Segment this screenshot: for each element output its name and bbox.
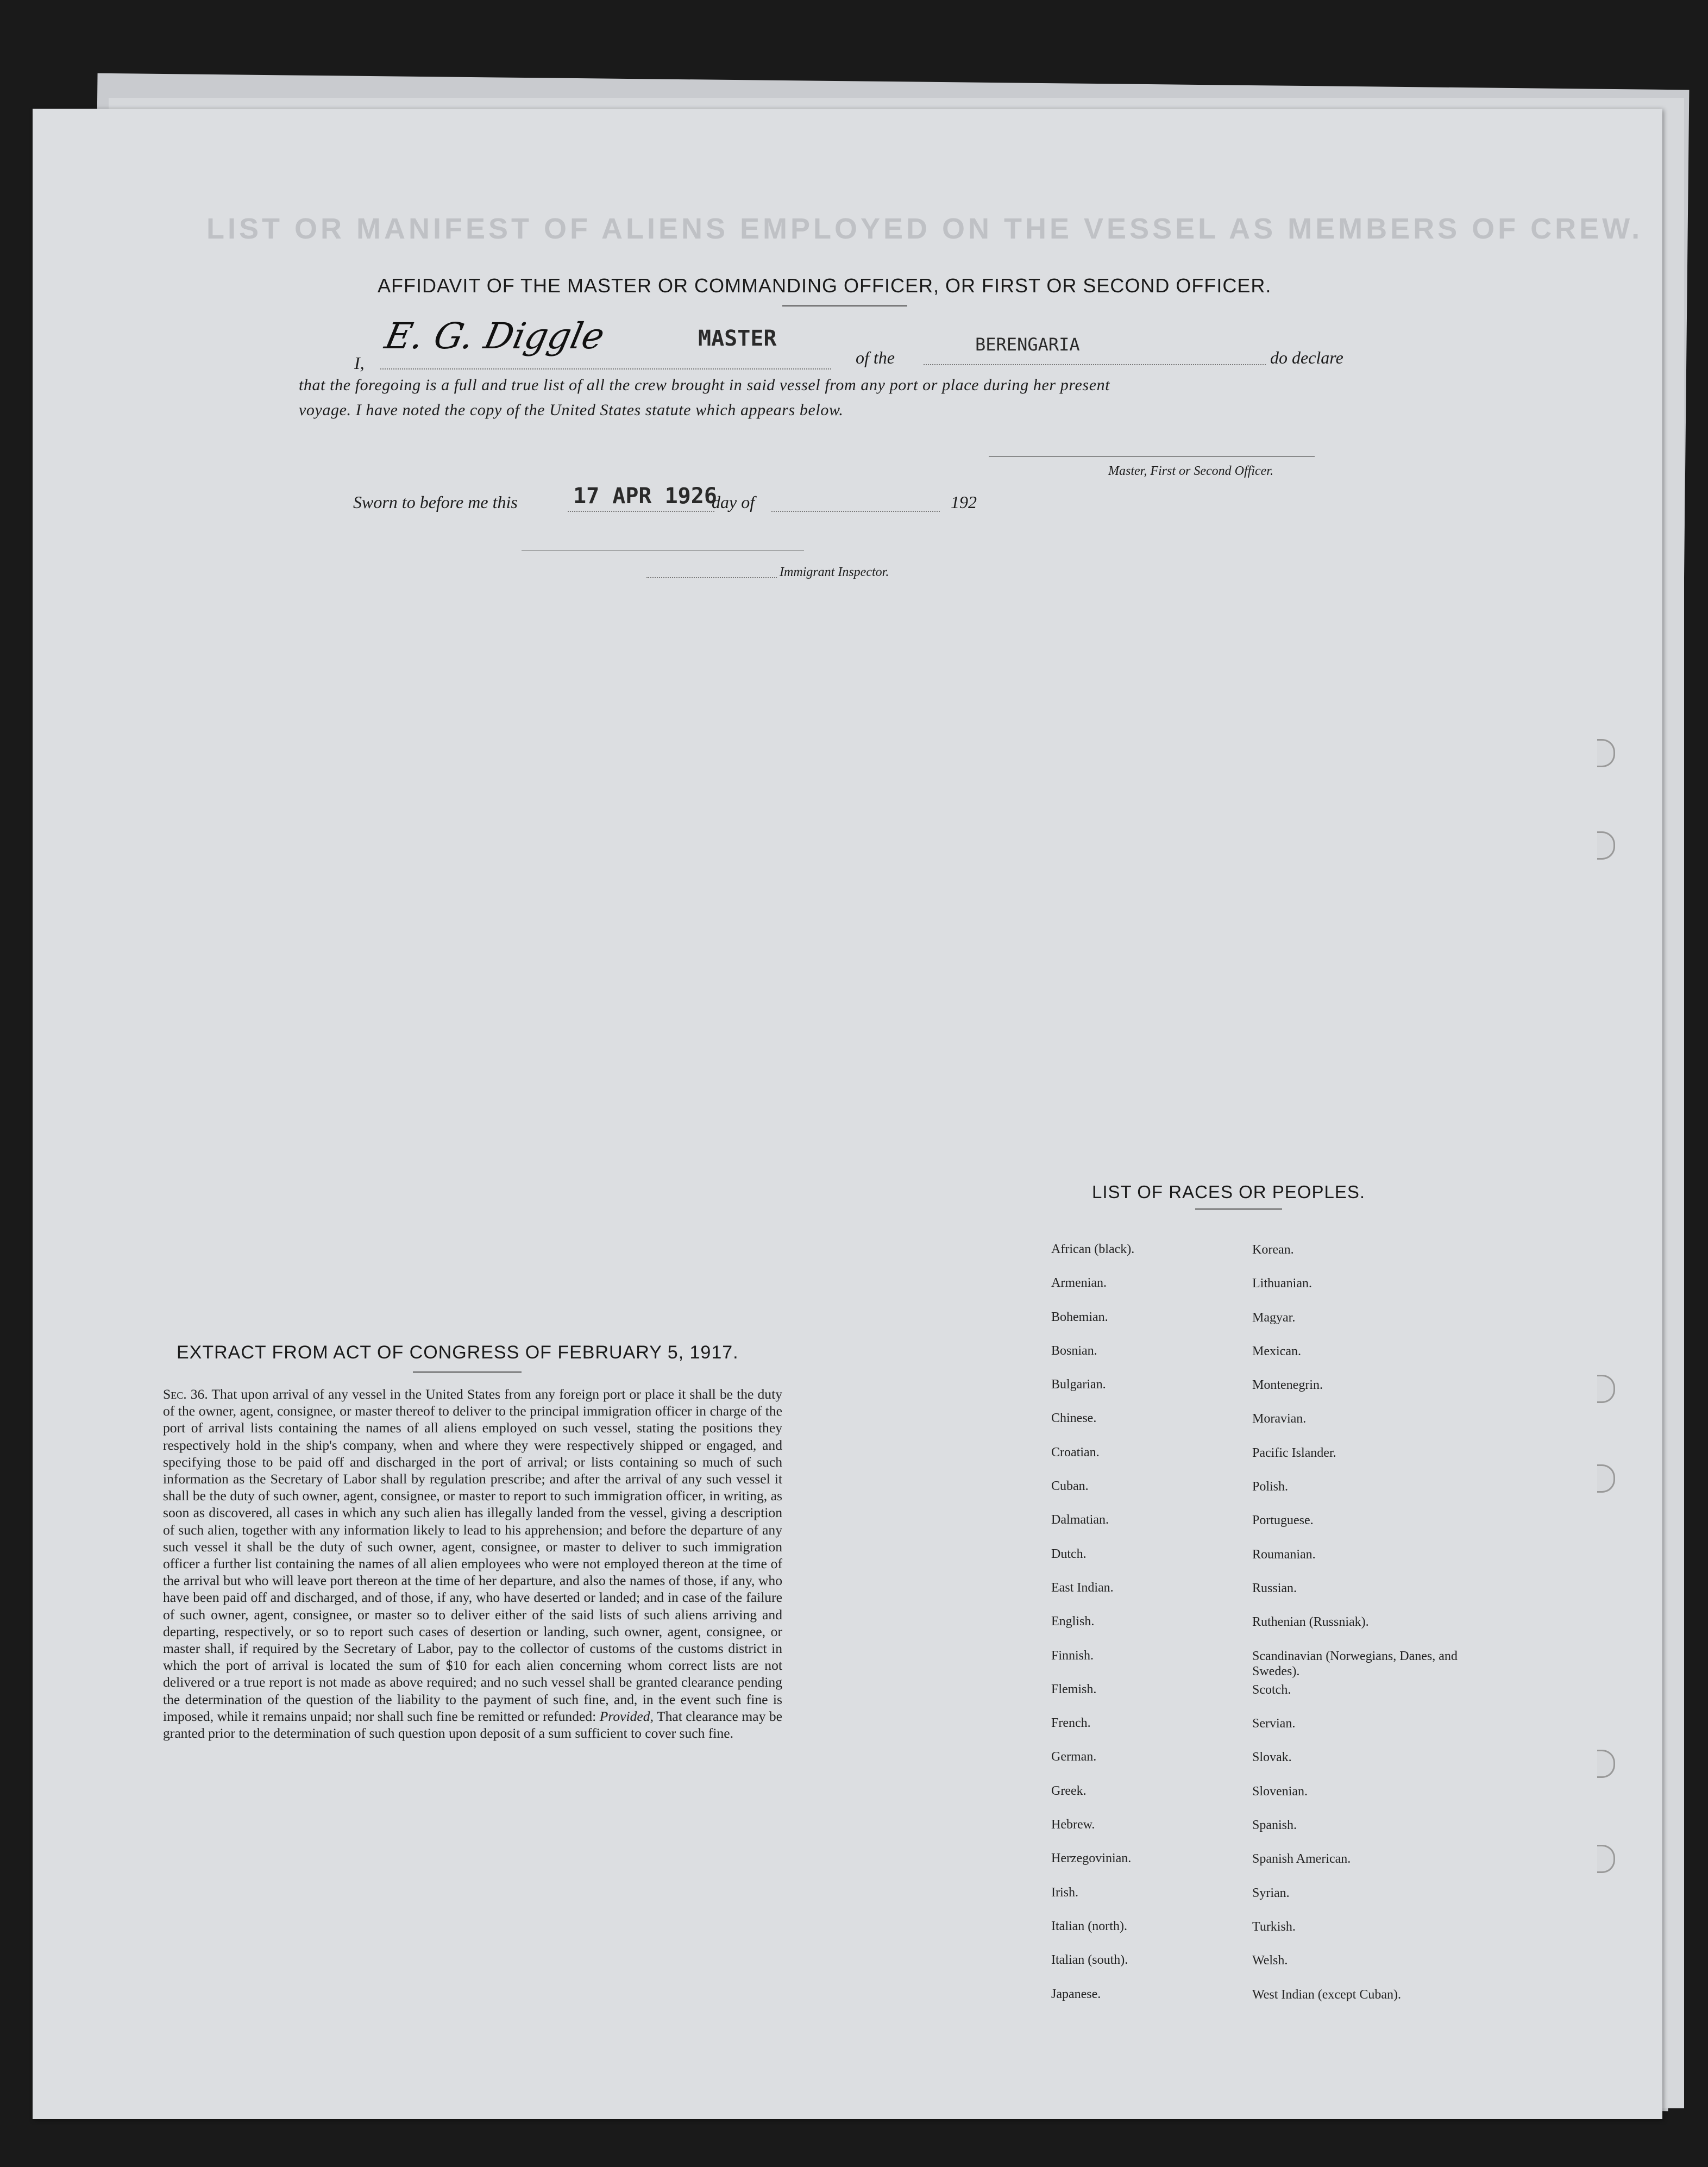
race-row <box>1051 1716 1475 1750</box>
declaration-line-2: that the foregoing is a full and true list of all the crew brought in said vessel from any port or place during her present <box>299 376 1110 394</box>
inspector-caption: Immigrant Inspector. <box>780 565 889 579</box>
race-entry-right: Pacific Islander. <box>1252 1445 1336 1460</box>
master-signature: E. G. Diggle <box>381 315 608 357</box>
race-row <box>1051 1547 1475 1581</box>
race-entry-right: Welsh. <box>1252 1953 1288 1968</box>
binder-hole <box>1597 1375 1615 1403</box>
race-entry-right: Scandinavian (Norwegians, Danes, and Swedes). <box>1252 1649 1458 1679</box>
race-row <box>1051 1784 1475 1818</box>
race-entry-right: Scotch. <box>1252 1682 1291 1697</box>
race-entry-left: Finnish. <box>1051 1648 1094 1663</box>
vessel-name-stamp: BERENGARIA <box>975 334 1080 355</box>
sworn-label: Sworn to before me this <box>353 492 518 512</box>
race-entry-left: African (black). <box>1051 1242 1135 1256</box>
races-heading: LIST OF RACES OR PEOPLES. <box>1092 1182 1366 1202</box>
race-row <box>1051 1276 1475 1310</box>
do-declare-label: do declare <box>1270 348 1343 367</box>
race-entry-left: Dalmatian. <box>1051 1513 1109 1527</box>
race-entry-left: Hebrew. <box>1051 1818 1095 1832</box>
race-entry-right: Turkish. <box>1252 1919 1296 1934</box>
binder-hole <box>1597 1750 1615 1778</box>
day-of-label: day of <box>712 492 755 512</box>
race-row <box>1051 1649 1475 1682</box>
binder-hole <box>1597 739 1615 767</box>
race-row <box>1051 1581 1475 1614</box>
race-row <box>1051 1886 1475 1919</box>
race-entry-left: Bosnian. <box>1051 1343 1097 1358</box>
race-entry-left: Italian (south). <box>1051 1953 1128 1968</box>
officer-signature-line <box>989 456 1315 457</box>
race-entry-left: Chinese. <box>1051 1411 1097 1426</box>
binder-hole <box>1597 1845 1615 1873</box>
officer-caption: Master, First or Second Officer. <box>1108 464 1273 478</box>
race-entry-left: Irish. <box>1051 1885 1078 1900</box>
extract-text-2: That clearance may be granted prior to the determination of such question upon deposit of a sum sufficient to cover such fine. <box>163 1708 783 1742</box>
extract-heading-rule <box>413 1371 522 1373</box>
race-entry-right: Moravian. <box>1252 1412 1307 1426</box>
race-entry-left: Dutch. <box>1051 1546 1087 1561</box>
race-row <box>1051 1377 1475 1411</box>
year-prefix: 192 <box>951 492 977 512</box>
race-row <box>1051 1411 1475 1445</box>
race-row <box>1051 1682 1475 1716</box>
binder-hole <box>1597 1464 1615 1493</box>
race-entry-right: Montenegrin. <box>1252 1378 1323 1393</box>
race-row <box>1051 1513 1475 1546</box>
extract-heading: EXTRACT FROM ACT OF CONGRESS OF FEBRUARY 5, 1917. <box>177 1342 739 1363</box>
heading-rule <box>782 305 907 306</box>
declaration-line-3: voyage. I have noted the copy of the United States statute which appears below. <box>299 401 844 419</box>
inspector-dotted-line <box>646 577 777 578</box>
race-entry-right: Syrian. <box>1252 1886 1290 1900</box>
race-entry-left: Cuban. <box>1051 1479 1089 1494</box>
race-entry-left: German. <box>1051 1750 1097 1764</box>
race-entry-left: Japanese. <box>1051 1987 1101 2001</box>
race-entry-left: Flemish. <box>1051 1682 1097 1696</box>
race-entry-right: Ruthenian (Russniak). <box>1252 1615 1369 1630</box>
race-entry-right: Lithuanian. <box>1252 1276 1312 1291</box>
provided-word: Provided, <box>599 1708 654 1724</box>
race-entry-left: Italian (north). <box>1051 1919 1127 1933</box>
race-entry-right: Spanish American. <box>1252 1852 1351 1867</box>
race-row <box>1051 1987 1475 2021</box>
bleed-through-title: LIST OR MANIFEST OF ALIENS EMPLOYED ON THE VESSEL AS MEMBERS OF CREW. <box>206 212 1643 245</box>
race-row <box>1051 1953 1475 1987</box>
race-row <box>1051 1750 1475 1783</box>
rank-stamp: MASTER <box>698 326 777 351</box>
race-entry-right: Russian. <box>1252 1581 1297 1595</box>
race-row <box>1051 1818 1475 1851</box>
race-entry-left: Croatian. <box>1051 1445 1100 1460</box>
race-row <box>1051 1344 1475 1377</box>
race-entry-right: Magyar. <box>1252 1310 1296 1325</box>
races-heading-rule <box>1195 1208 1282 1210</box>
race-entry-right: Korean. <box>1252 1243 1294 1257</box>
race-entry-left: French. <box>1051 1716 1091 1731</box>
race-entry-right: Slovenian. <box>1252 1784 1308 1799</box>
race-entry-right: Spanish. <box>1252 1818 1297 1833</box>
race-row <box>1051 1242 1475 1276</box>
declarant-prefix: I, <box>354 353 365 373</box>
race-entry-left: Armenian. <box>1051 1276 1107 1291</box>
extract-body <box>163 1386 782 1742</box>
race-row <box>1051 1851 1475 1885</box>
race-entry-right: Portuguese. <box>1252 1513 1314 1528</box>
race-row <box>1051 1479 1475 1513</box>
document-page <box>33 109 1662 2119</box>
race-entry-left: Bohemian. <box>1051 1310 1108 1324</box>
day-line <box>568 511 714 512</box>
vessel-line <box>924 364 1266 365</box>
extract-text-1: That upon arrival of any vessel in the United States from any foreign port or place it shall be the duty of the owner, agent, consignee, or master thereof to deliver to the principal immigration officer in charge of the port of arrival lists containing the names of all aliens employed on such vessel, stating the positions they respectively hold in the ship's company, when and where they were respectively shipped or engaged, and specifying those to be paid off and discharged in the port of arrival; or lists containing so much of such information as the Secretary of Labor shall by regulation prescribe; and after the arrival of any such vessel it shall be the duty of such owner, agent, consignee, or master to report to such immigration officer, in writing, as soon as discovered, all cases in which any such alien has illegally landed from the vessel, giving a description of such alien, together with any information likely to lead to his apprehension; and before the departure of any such vessel it shall be the duty of such owner, agent, consignee, or master to deliver to such immigration officer a further list containing the names of all alien employees who were not employed thereon at the time of the arrival but who will leave port thereon at the time of her departure, and also the names of those, if any, who have been paid off and discharged, and of those, if any, who have deserted or landed; and in case of the failure of such owner, agent, consignee, or master so to deliver either of the said lists of such aliens arriving and departing, respectively, or so to report such cases of desertion or landing, such owner, agent, consignee, or master shall, if required by the Secretary of Labor, pay to the collector of customs of the customs district in which the port of arrival is located the sum of $10 for each alien concerning whom correct lists are not delivered or a true report is not made as above required; and no such vessel shall be granted clearance pending the determination of the question of the liability to the payment of such fine, and, in the event such fine is imposed, while it remains unpaid; nor shall such fine be remitted or refunded: <box>163 1386 782 1724</box>
month-line <box>771 511 940 512</box>
race-entry-right: West Indian (except Cuban). <box>1252 1987 1401 2002</box>
race-entry-left: Greek. <box>1051 1783 1087 1798</box>
race-row <box>1051 1445 1475 1479</box>
name-line <box>380 368 831 369</box>
section-label: Sec. 36. <box>163 1386 208 1402</box>
race-entry-left: East Indian. <box>1051 1580 1114 1595</box>
affidavit-heading: AFFIDAVIT OF THE MASTER OR COMMANDING OFFICER, OR FIRST OR SECOND OFFICER. <box>378 274 1272 297</box>
race-entry-right: Polish. <box>1252 1480 1289 1494</box>
race-entry-right: Servian. <box>1252 1717 1296 1731</box>
race-entry-left: Herzegovinian. <box>1051 1851 1132 1866</box>
race-entry-right: Roumanian. <box>1252 1547 1316 1562</box>
races-list <box>1051 1242 1475 2021</box>
race-entry-left: English. <box>1051 1614 1095 1629</box>
race-entry-right: Mexican. <box>1252 1344 1301 1358</box>
of-the-label: of the <box>856 348 895 367</box>
race-row <box>1051 1310 1475 1344</box>
race-row <box>1051 1614 1475 1648</box>
date-stamp: 17 APR 1926 <box>573 484 717 509</box>
race-entry-left: Bulgarian. <box>1051 1377 1106 1392</box>
race-entry-right: Slovak. <box>1252 1750 1292 1765</box>
race-row <box>1051 1919 1475 1953</box>
binder-hole <box>1597 831 1615 860</box>
